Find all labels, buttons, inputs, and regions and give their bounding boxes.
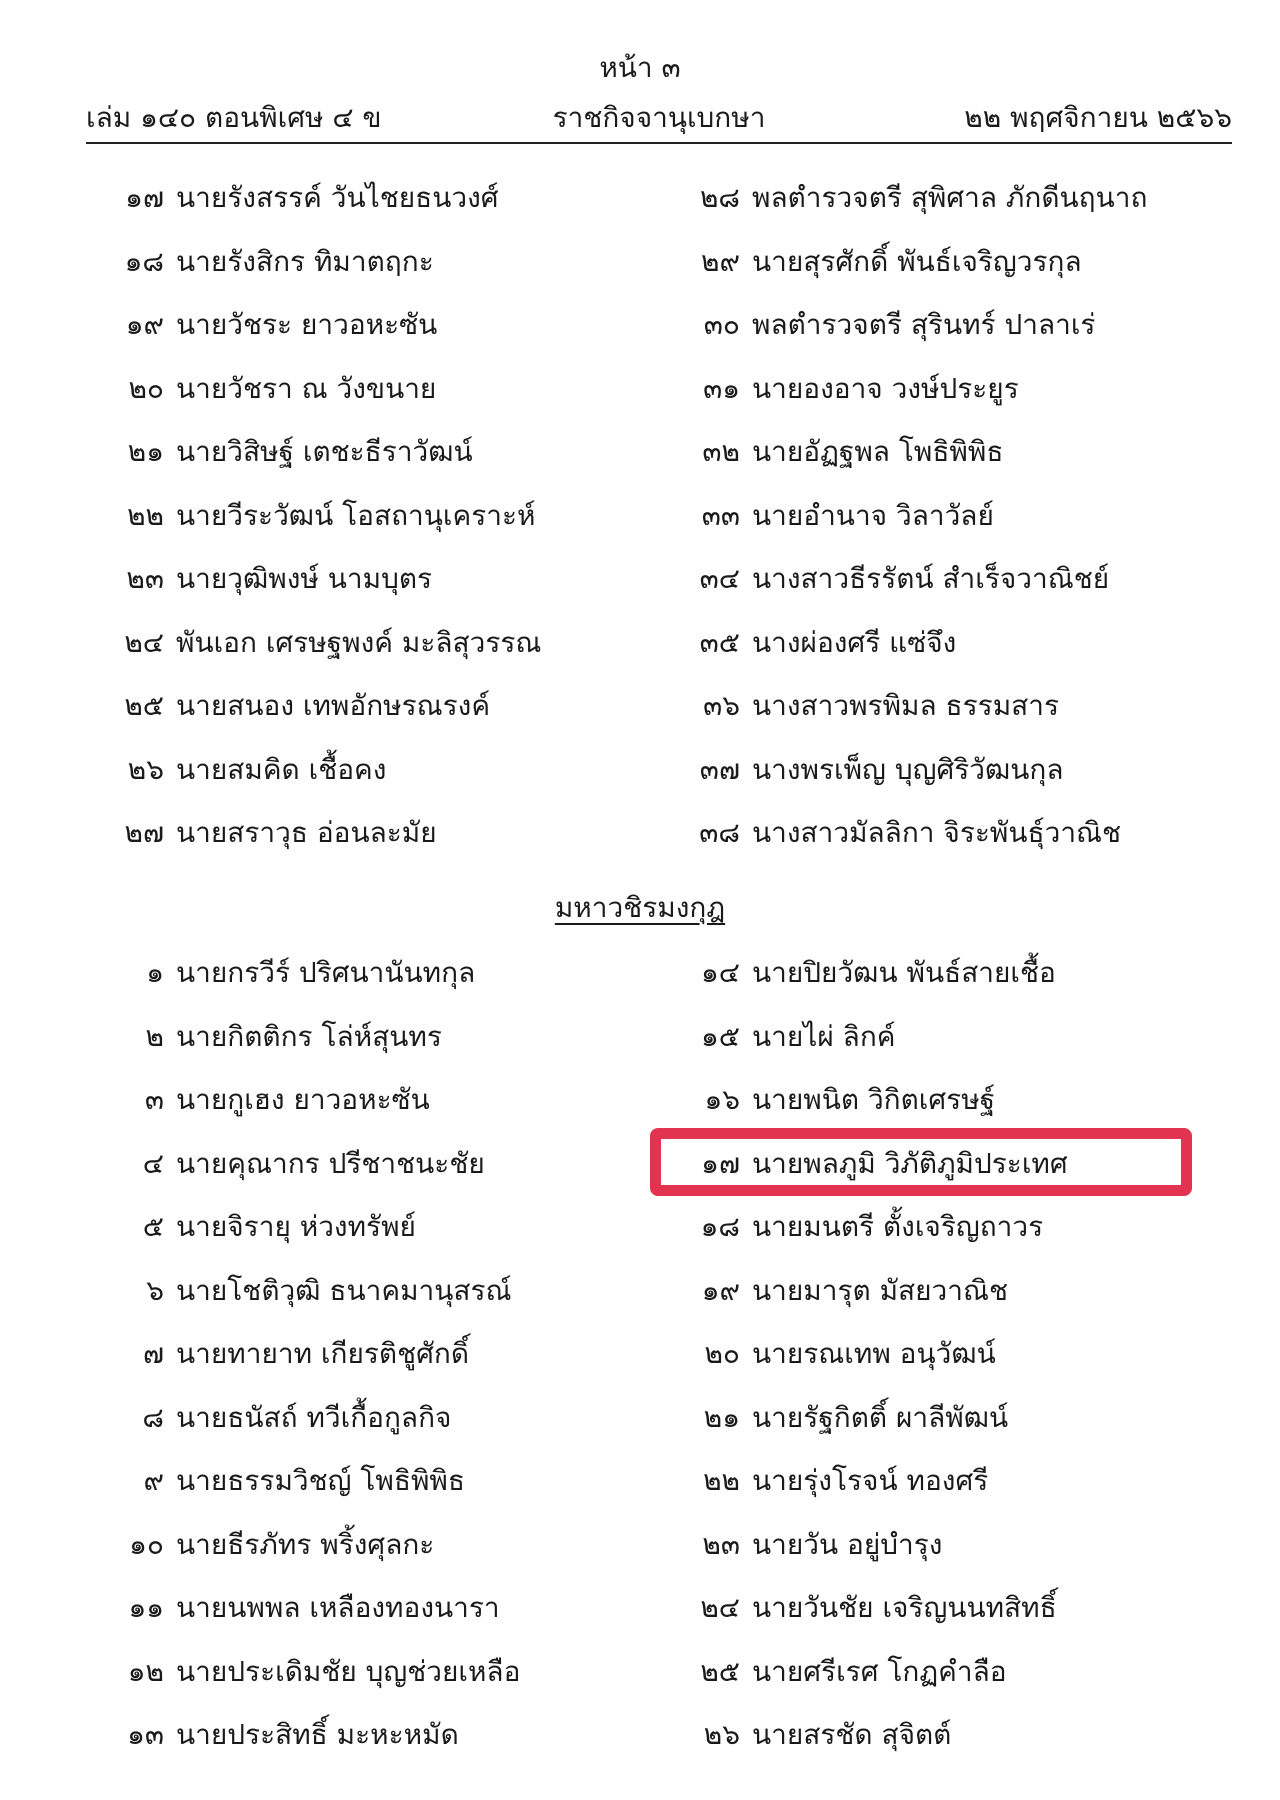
item-number: ๒๘ — [699, 181, 740, 214]
list-item — [112, 1017, 442, 1057]
list-item — [112, 242, 434, 282]
item-number: ๒๕ — [124, 689, 164, 722]
item-name: นายกิตติกร โล่ห์สุนทร — [176, 1019, 442, 1053]
item-name: นายสราวุธ อ่อนละมัย — [176, 816, 437, 849]
item-name: นายประเดิมชัย บุญช่วยเหลือ — [176, 1654, 521, 1688]
list-item — [688, 750, 1064, 790]
item-number: ๑๔ — [701, 956, 740, 989]
item-number: ๓๘ — [699, 816, 740, 849]
list-item — [688, 623, 956, 663]
list-item — [112, 1525, 434, 1565]
item-number: ๒๖ — [127, 752, 164, 786]
item-number: ๓๔ — [699, 562, 740, 595]
item-number: ๑๕ — [701, 1019, 740, 1053]
item-name: นายวัชระ ยาวอหะซัน — [176, 308, 438, 341]
list-item — [112, 1588, 500, 1628]
list-item — [688, 242, 1082, 282]
item-number: ๑๐ — [129, 1527, 164, 1561]
item-name: นางสาวพรพิมล ธรรมสาร — [752, 689, 1060, 722]
item-number: ๒๖ — [703, 1718, 740, 1751]
item-number: ๑๑ — [128, 1591, 164, 1624]
volume-issue: เล่ม ๑๔๐ ตอนพิเศษ ๔ ข — [86, 101, 382, 134]
list-item — [112, 1652, 520, 1692]
item-name: พลตำรวจตรี สุพิศาล ภักดีนฤนาถ — [752, 181, 1148, 214]
item-name: นายวิสิษฐ์ เตชะธีราวัฒน์ — [176, 435, 473, 468]
item-name: นายรุ่งโรจน์ ทองศรี — [752, 1464, 989, 1497]
list-item — [112, 559, 432, 599]
item-name: นายคุณากร ปรีชาชนะชัย — [176, 1146, 485, 1180]
item-number: ๒๑ — [127, 435, 164, 468]
item-number: ๑๗ — [701, 1146, 740, 1180]
list-item — [112, 623, 541, 663]
item-name: นายวัน อยู่บำรุง — [752, 1527, 943, 1561]
list-item — [112, 1461, 465, 1501]
item-name: นายรัฐกิตติ์ ผาลีพัฒน์ — [752, 1400, 1009, 1434]
item-number: ๑๙ — [701, 1273, 740, 1307]
list-item — [688, 305, 1095, 345]
list-item — [112, 1080, 430, 1120]
highlight-box — [650, 1128, 1192, 1196]
list-item — [112, 1144, 485, 1184]
list-item — [112, 1271, 512, 1311]
item-number: ๖ — [146, 1273, 164, 1307]
section-heading-text: มหาวชิรมงกุฎ — [554, 891, 726, 924]
gazette-header — [86, 96, 1232, 140]
item-name: นายพนิต วิกิตเศรษฐ์ — [752, 1083, 996, 1116]
item-number: ๑๙ — [125, 308, 164, 341]
item-number: ๒๐ — [128, 371, 164, 405]
list-item — [688, 686, 1059, 726]
publication-date: ๒๒ พฤศจิกายน ๒๕๖๖ — [964, 101, 1232, 134]
item-name: นายกูเฮง ยาวอหะซัน — [176, 1083, 430, 1116]
item-name: นางสาวมัลลิกา จิระพันธุ์วาณิช — [752, 816, 1122, 849]
list-item — [688, 432, 1003, 472]
item-number: ๒๗ — [124, 816, 164, 849]
item-name: นายอัฏฐพล โพธิพิพิธ — [752, 435, 1004, 468]
item-name: นางสาวธีรรัตน์ สำเร็จวาณิชย์ — [752, 562, 1110, 595]
item-number: ๒๒ — [127, 498, 164, 532]
item-name: นายวุฒิพงษ์ นามบุตร — [176, 562, 433, 595]
item-number: ๒๑ — [703, 1400, 740, 1434]
list-item — [112, 1715, 459, 1755]
item-name: นายวีระวัฒน์ โอสถานุเคราะห์ — [176, 498, 536, 532]
list-item — [112, 686, 490, 726]
item-number: ๔ — [142, 1146, 164, 1180]
item-number: ๑๖ — [704, 1083, 740, 1116]
item-number: ๒ — [145, 1019, 164, 1053]
list-item — [688, 178, 1147, 218]
list-item — [688, 1017, 896, 1057]
list-item — [112, 1207, 416, 1247]
item-number: ๑๘ — [124, 244, 164, 278]
list-item — [112, 432, 473, 472]
item-number: ๓๖ — [703, 689, 740, 722]
item-name: นายกรวีร์ ปริศนานันทกุล — [176, 956, 476, 989]
item-name: พลตำรวจตรี สุรินทร์ ปาลาเร่ — [752, 308, 1096, 341]
item-number: ๑๓ — [127, 1718, 164, 1751]
item-number: ๕ — [142, 1210, 164, 1243]
item-number: ๓๑ — [703, 371, 740, 405]
item-number: ๓๐ — [703, 308, 740, 341]
item-number: ๓๓ — [701, 498, 740, 532]
item-number: ๒๕ — [700, 1654, 740, 1688]
item-number: ๓๒ — [702, 435, 740, 468]
item-number: ๓๕ — [699, 625, 740, 659]
list-item — [688, 1525, 942, 1565]
item-name: นายธรรมวิชญ์ โพธิพิพิธ — [176, 1464, 465, 1497]
list-item — [688, 1652, 1007, 1692]
item-name: นายพลภูมิ วิภัติภูมิประเทศ — [752, 1146, 1068, 1180]
list-item — [688, 953, 1056, 993]
item-name: นายจิรายุ ห่วงทรัพย์ — [176, 1210, 416, 1243]
list-item — [688, 1398, 1008, 1438]
list-item — [688, 369, 1019, 409]
list-item — [688, 1588, 1057, 1628]
item-name: นายรังสิกร ทิมาตฤกะ — [176, 244, 434, 278]
item-name: นายนพพล เหลืองทองนารา — [176, 1591, 500, 1624]
item-number: ๒๓ — [702, 1527, 740, 1561]
list-item — [112, 369, 436, 409]
item-number: ๓ — [144, 1083, 164, 1116]
item-number: ๒๒ — [703, 1464, 740, 1497]
list-item — [688, 1207, 1043, 1247]
item-name: นายรณเทพ อนุวัฒน์ — [752, 1337, 996, 1370]
item-number: ๑ — [146, 956, 164, 989]
item-name: นางพรเพ็ญ บุญศิริวัฒนกุล — [752, 752, 1064, 786]
item-name: นายวัชรา ณ วังขนาย — [176, 371, 437, 405]
item-name: นางผ่องศรี แซ่จึง — [752, 625, 957, 659]
list-item — [112, 1398, 451, 1438]
item-number: ๙ — [143, 1464, 164, 1497]
item-number: ๘ — [142, 1400, 164, 1434]
list-item — [688, 1715, 951, 1755]
item-name: นายสมคิด เชื้อคง — [176, 752, 387, 786]
item-name: นายสุรศักดิ์ พันธ์เจริญวรกุล — [752, 244, 1082, 278]
section-heading — [0, 886, 1280, 930]
list-item — [112, 813, 437, 853]
header-rule — [86, 142, 1232, 144]
list-item — [112, 1334, 469, 1374]
list-item — [112, 305, 437, 345]
item-name: นายรังสรรค์ วันไชยธนวงศ์ — [176, 181, 499, 214]
item-name: นายมารุต มัสยวาณิช — [752, 1273, 1008, 1307]
list-item — [112, 750, 386, 790]
item-number: ๑๗ — [125, 181, 164, 214]
list-item — [688, 1461, 988, 1501]
page-number: หน้า ๓ — [599, 51, 681, 84]
item-number: ๗ — [142, 1337, 164, 1370]
list-item — [688, 496, 994, 536]
item-name: นายองอาจ วงษ์ประยูร — [752, 371, 1019, 405]
item-number: ๒๐ — [704, 1337, 740, 1370]
list-item — [112, 953, 475, 993]
item-number: ๑๘ — [700, 1210, 740, 1243]
item-number: ๒๙ — [701, 244, 740, 278]
list-item — [112, 178, 499, 218]
item-name: นายธนัสถ์ ทวีเกื้อกูลกิจ — [176, 1400, 452, 1434]
item-number: ๒๔ — [124, 625, 164, 659]
list-item — [688, 1271, 1008, 1311]
list-item — [112, 496, 535, 536]
item-name: นายวันชัย เจริญนนทสิทธิ์ — [752, 1591, 1057, 1624]
list-item — [688, 559, 1109, 599]
item-name: นายปิยวัฒน พันธ์สายเชื้อ — [752, 956, 1056, 989]
item-number: ๒๓ — [126, 562, 164, 595]
item-name: นายธีรภัทร พริ้งศุลกะ — [176, 1527, 435, 1561]
item-name: นายสนอง เทพอักษรณรงค์ — [176, 689, 491, 722]
item-number: ๓๗ — [699, 752, 740, 786]
list-item — [688, 1080, 995, 1120]
item-name: นายอำนาจ วิลาวัลย์ — [752, 498, 994, 532]
item-name: นายไผ่ ลิกค์ — [752, 1019, 896, 1053]
item-number: ๑๒ — [127, 1654, 164, 1688]
publication-title: ราชกิจจานุเบกษา — [552, 101, 766, 134]
item-name: นายศรีเรศ โกฏคำลือ — [752, 1654, 1007, 1688]
item-name: นายประสิทธิ์ มะหะหมัด — [176, 1718, 459, 1751]
item-name: นายสรชัด สุจิตต์ — [752, 1718, 952, 1751]
list-item — [688, 813, 1121, 853]
item-name: พันเอก เศรษฐพงค์ มะลิสุวรรณ — [176, 625, 542, 659]
list-item — [688, 1334, 996, 1374]
item-name: นายมนตรี ตั้งเจริญถาวร — [752, 1210, 1044, 1243]
item-name: นายทายาท เกียรติชูศักดิ์ — [176, 1337, 470, 1370]
item-name: นายโชติวุฒิ ธนาคมานุสรณ์ — [176, 1273, 512, 1307]
item-number: ๒๔ — [700, 1591, 740, 1624]
